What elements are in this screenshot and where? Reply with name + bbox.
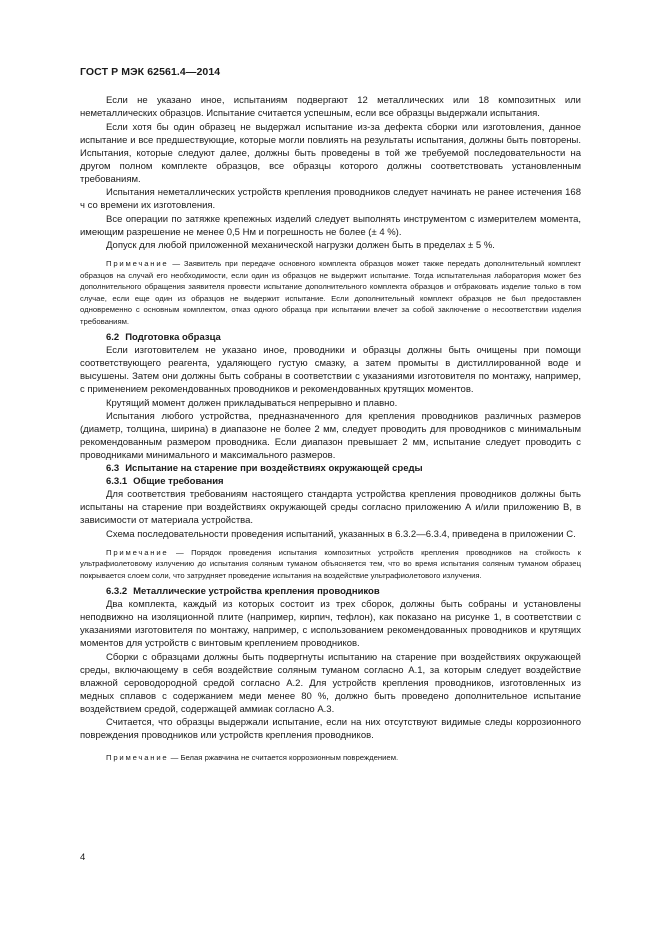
note (80, 258, 581, 327)
note-text: — Белая ржавчина не считается коррозионным повреждением. (168, 753, 399, 762)
note-text: — Порядок проведения испытания композитных устройств крепления проводников на стойкость к ультрафиолетовому излучению до испытания соляным туманом объясняется тем, что во время испытания соляным туманом образец покрывается слоем соли, что затрудняет проведение испытания на воздействие ультрафиолетового излучения. (80, 547, 581, 580)
section-heading-6-3-1: 6.3.1 Общие требования (106, 476, 224, 487)
paragraph: Для соответствия требованиям настоящего стандарта устройства крепления проводников должны быть испытаны на старение при воздействиях окружающей среды согласно приложению А и/или приложению В, в зависимости от материала устройства. (80, 489, 581, 526)
section-heading-6-3: 6.3 Испытание на старение при воздействиях окружающей среды (106, 463, 423, 474)
paragraph: Испытания любого устройства, предназначенного для крепления проводников различных размеров (диаметр, толщина, ширина) в диапазоне не более 2 мм, следует проводить для проводников с минимальным рекомендованным размером проводника. Если диапазон превышает 2 мм, испытание следует проводить с проводниками минимального и максимального размеров. (80, 411, 581, 461)
note-label: Примечание (106, 753, 169, 762)
note-label: Примечание (106, 547, 169, 557)
section-heading-6-3-2: 6.3.2 Металлические устройства крепления проводников (106, 586, 380, 597)
document-body (80, 94, 581, 764)
paragraph: Сборки с образцами должны быть подвергнуты испытанию на старение при воздействиях окружающей среды, включающему в себя воздействие соляным туманом согласно А.1, за которым следует воздействие влажной сероводородной средой согласно А.2. Для устройств крепления проводников, изготовленных из медных сплавов с содержанием меди менее 80 %, должно быть проведено дополнительное испытание воздействием средой, содержащей аммиак согласно А.3. (80, 651, 581, 715)
note (80, 547, 581, 582)
paragraph: Считается, что образцы выдержали испытание, если на них отсутствуют видимые следы коррозионного повреждения проводников или устройств крепления проводников. (80, 717, 581, 741)
document-header: ГОСТ Р МЭК 62561.4—2014 (80, 66, 221, 78)
paragraph: Все операции по затяжке крепежных изделий следует выполнять инструментом с измерителем момента, имеющим разрешение не менее 0,5 Нм и погрешность не более (± 4 %). (80, 213, 581, 238)
paragraph: Испытания неметаллических устройств крепления проводников следует начинать не ранее истечения 168 ч со времени их изготовления. (80, 187, 581, 211)
paragraph: Схема последовательности проведения испытаний, указанных в 6.3.2—6.3.4, приведена в приложении С. (106, 528, 576, 540)
page-number: 4 (80, 852, 86, 863)
note-text: — Заявитель при передаче основного комплекта образцов может также передать дополнительный комплект образцов на случай его необходимости, если один из образцов не выдержит испытание. Тогда испытательная лаборатория может без дополнительного обращения заявителя провести испытание дополнительного комплекта образцов и отбраковать изделие только в том случае, если еще один из образцов не выдержит испытание. Если дополнительный комплект образцов не был предоставлен одновременно с основным комплектом, отказ одного образца при испытании влечет за собой заключение о несоответствии изделия требованиям. (80, 259, 581, 326)
section-heading-6-2: 6.2 Подготовка образца (106, 332, 221, 343)
paragraph: Если изготовителем не указано иное, проводники и образцы должны быть очищены при помощи соответствующего реагента, удаляющего густую смазку, а затем промыты в дистиллированной воде и высушены. Затем они должны быть собраны в соответствии с указаниями изготовителя по монтажу, например, с применением рекомендованных проводников и рекомендованных крутящих моментов. (80, 345, 581, 395)
paragraph: Если не указано иное, испытаниям подвергают 12 металлических или 18 композитных или неметаллических образцов. Испытание считается успешным, если все образцы выдержали испытания. (80, 95, 581, 119)
paragraph: Два комплекта, каждый из которых состоит из трех сборок, должны быть собраны и установлены неподвижно на изоляционной плите (например, кирпич, тефлон), как показано на рисунке 1, в соответствии с указаниями изготовителя по монтажу, например, с использованием рекомендованных проводников и крутящих моментов для устройств с винтовым креплением проводников. (80, 599, 581, 649)
paragraph: Крутящий момент должен прикладываться непрерывно и плавно. (106, 397, 398, 409)
paragraph: Если хотя бы один образец не выдержал испытание из-за дефекта сборки или изготовления, данное испытание и все предшествующие, которые могли повлиять на результаты испытания, должны быть повторены. Испытания, которые следуют далее, должны быть проведены в той же требуемой последовательности на другом полном комплекте образцов, все образцы которого должны соответствовать установленным требованиям. (80, 121, 581, 185)
note-label: Примечание (106, 259, 169, 268)
note (80, 752, 581, 764)
paragraph: Допуск для любой приложенной механической нагрузки должен быть в пределах ± 5 %. (106, 240, 495, 251)
